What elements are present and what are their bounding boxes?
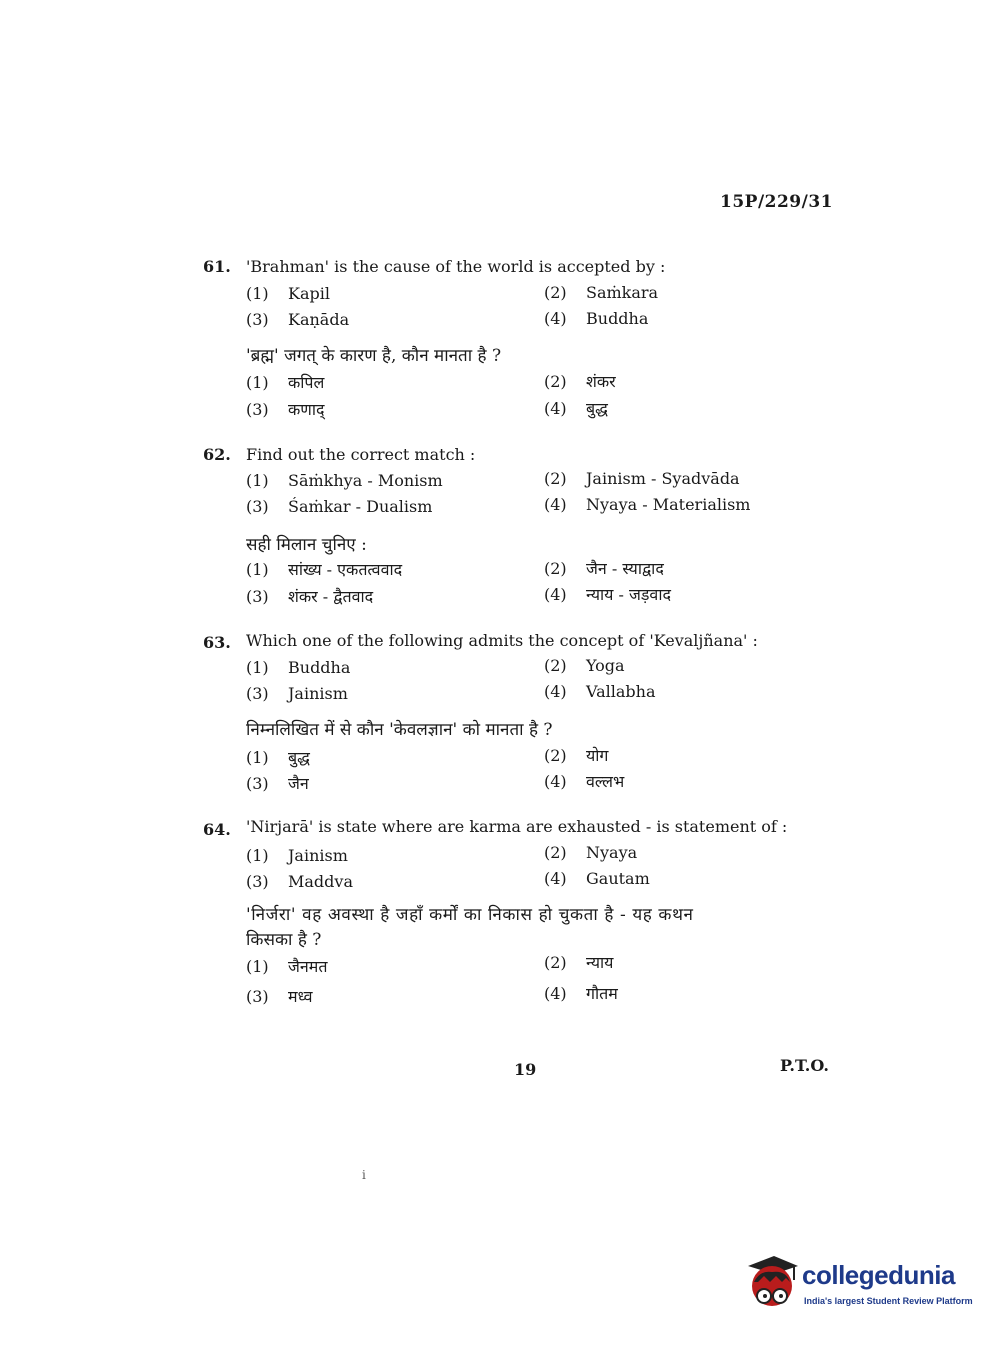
option-hi-3: (3) शंकर - द्वैतवाद <box>246 587 374 606</box>
paper-code: 15P/229/31 <box>720 192 834 212</box>
option-hi-3: (3) जैन <box>246 774 309 793</box>
pto-label: P.T.O. <box>780 1056 829 1075</box>
brand-tagline: India's largest Student Review Platform <box>804 1296 973 1306</box>
question-text-en: Which one of the following admits the concept of 'Kevaljñana' : <box>246 631 758 650</box>
question-text-hi: 'निर्जरा' वह अवस्था है जहाँ कर्मों का निकास हो चुकता है - यह कथन <box>246 905 694 925</box>
brand-name: collegedunia <box>802 1260 955 1290</box>
option-hi-1: (1) बुद्ध <box>246 748 310 767</box>
option-en-1: (1) Kapil <box>246 284 330 303</box>
question-text-hi: सही मिलान चुनिए : <box>246 535 367 555</box>
option-hi-1: (1) जैनमत <box>246 957 328 976</box>
question-text-hi: निम्नलिखित में से कौन 'केवलज्ञान' को मानता है ? <box>246 720 553 740</box>
question-number: 61. <box>203 257 231 276</box>
option-en-2: (2) Yoga <box>544 656 625 675</box>
mascot-icon <box>742 1252 800 1314</box>
question-text-en: 'Nirjarā' is state where are karma are exhausted - is statement of : <box>246 817 788 836</box>
question-text-en: 'Brahman' is the cause of the world is accepted by : <box>246 257 666 276</box>
option-hi-2: (2) योग <box>544 746 609 765</box>
question-text-en: Find out the correct match : <box>246 445 476 464</box>
option-en-3: (3) Jainism <box>246 684 348 703</box>
option-en-3: (3) Kaṇāda <box>246 310 350 329</box>
question-text-hi-line2: किसका है ? <box>246 930 322 950</box>
option-hi-1: (1) कपिल <box>246 373 325 392</box>
option-en-1: (1) Jainism <box>246 846 348 865</box>
option-hi-3: (3) कणाद् <box>246 400 325 419</box>
page-number: 19 <box>514 1060 537 1079</box>
question-number: 64. <box>203 820 231 839</box>
option-en-3: (3) Śaṁkar - Dualism <box>246 497 433 516</box>
option-en-2: (2) Saṁkara <box>544 283 659 302</box>
option-hi-3: (3) मध्व <box>246 987 313 1006</box>
option-hi-2: (2) जैन - स्याद्वाद <box>544 559 664 578</box>
option-hi-4: (4) वल्लभ <box>544 772 625 791</box>
option-en-4: (4) Nyaya - Materialism <box>544 495 751 514</box>
option-hi-4: (4) बुद्ध <box>544 399 608 418</box>
option-en-1: (1) Sāṁkhya - Monism <box>246 471 443 490</box>
option-en-4: (4) Vallabha <box>544 682 656 701</box>
question-text-hi: 'ब्रह्म' जगत् के कारण है, कौन मानता है ? <box>246 346 502 366</box>
option-en-2: (2) Jainism - Syadvāda <box>544 469 740 488</box>
option-en-4: (4) Gautam <box>544 869 650 888</box>
option-hi-1: (1) सांख्य - एकतत्ववाद <box>246 560 403 579</box>
option-hi-2: (2) शंकर <box>544 372 616 391</box>
option-en-4: (4) Buddha <box>544 309 649 328</box>
collegedunia-watermark <box>742 1252 973 1314</box>
question-number: 63. <box>203 633 231 652</box>
option-en-2: (2) Nyaya <box>544 843 638 862</box>
question-number: 62. <box>203 445 231 464</box>
option-hi-4: (4) न्याय - जड़वाद <box>544 585 671 604</box>
margin-mark: i <box>362 1168 366 1182</box>
option-hi-4: (4) गौतम <box>544 984 618 1003</box>
option-en-3: (3) Maddva <box>246 872 353 891</box>
option-en-1: (1) Buddha <box>246 658 351 677</box>
option-hi-2: (2) न्याय <box>544 953 614 972</box>
